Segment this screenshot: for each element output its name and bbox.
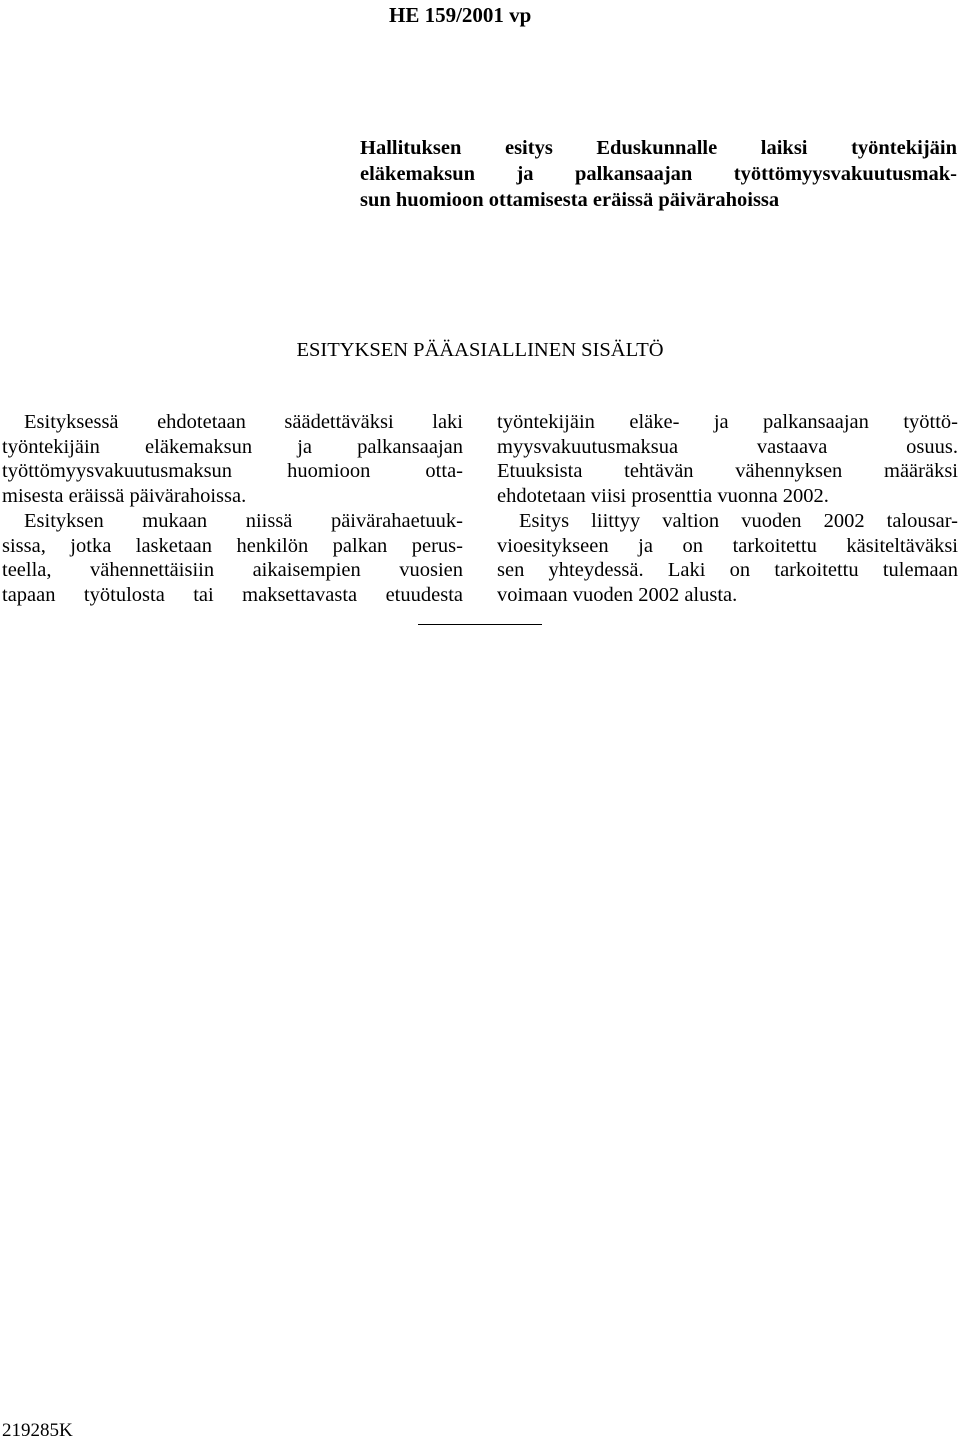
text-line: vioesitykseen ja on tarkoitettu käsiteltäväksi [497, 534, 958, 557]
document-title [360, 135, 957, 213]
text-line: sissa, jotka lasketaan henkilön palkan perus- [2, 534, 463, 557]
summary-right-column [497, 410, 958, 608]
title-line: eläkemaksun ja palkansaajan työttömyysvakuutusmak- [360, 163, 957, 185]
text-line: Etuuksista tehtävän vähennyksen määräksi [497, 460, 958, 483]
text-line: myysvakuutusmaksua vastaava osuus. [497, 435, 958, 458]
title-line: Hallituksen esitys Eduskunnalle laiksi työntekijäin [360, 137, 957, 159]
text-line: misesta eräissä päivärahoissa. [2, 485, 247, 508]
text-line: sen yhteydessä. Laki on tarkoitettu tulemaan [497, 559, 958, 582]
text-line: Esityksen mukaan niissä päivärahaetuuk- [24, 509, 463, 532]
text-line: työntekijäin eläkemaksun ja palkansaajan [2, 435, 463, 458]
text-line: teella, vähennettäisiin aikaisempien vuosien [2, 559, 463, 582]
text-line: ehdotetaan viisi prosenttia vuonna 2002. [497, 485, 829, 508]
section-divider [418, 624, 542, 625]
text-line: Esityksessä ehdotetaan säädettäväksi laki [24, 411, 463, 433]
footer-code: 219285K [2, 1420, 73, 1441]
text-line: tapaan työtulosta tai maksettavasta etuudesta [2, 583, 463, 606]
text-line: työttömyysvakuutusmaksun huomioon otta- [2, 460, 463, 483]
text-line: voimaan vuoden 2002 alusta. [497, 583, 738, 606]
summary-left-column [2, 410, 463, 608]
section-heading: ESITYKSEN PÄÄASIALLINEN SISÄLTÖ [296, 339, 664, 361]
text-line: Esitys liittyy valtion vuoden 2002 talousar- [519, 509, 958, 532]
document-id: HE 159/2001 vp [389, 3, 532, 27]
title-line: sun huomioon ottamisesta eräissä päivärahoissa [360, 189, 780, 211]
text-line: työntekijäin eläke- ja palkansaajan työttö- [497, 411, 958, 433]
